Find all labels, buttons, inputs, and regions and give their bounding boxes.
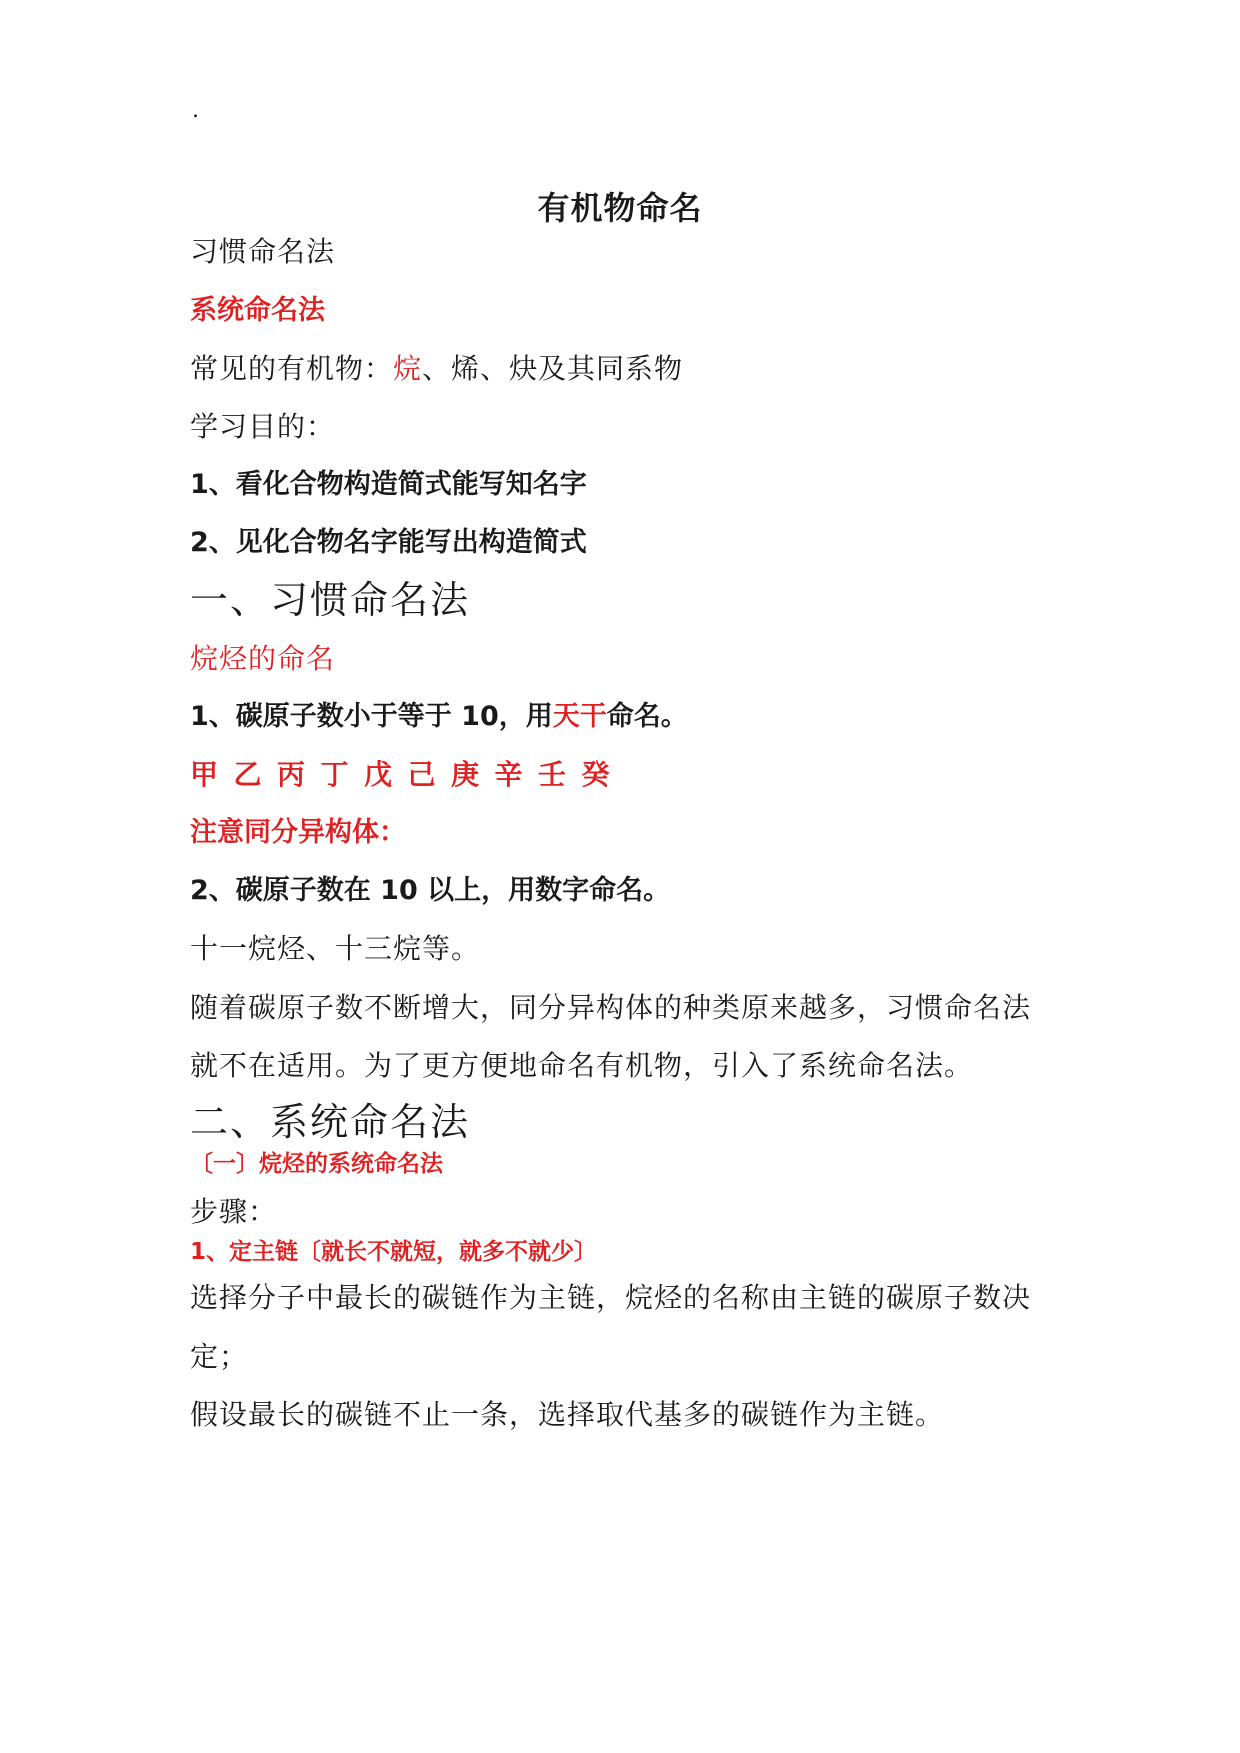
common-organics-line <box>190 349 683 389</box>
section1-rule2: 2、碳原子数在 10 以上，用数字命名。 <box>190 875 671 906</box>
common-organics-rest: 、烯、炔及其同系物 <box>422 352 684 385</box>
section2-subheading: 〔一〕烷烃的系统命名法 <box>190 1151 443 1177</box>
stem-item: 己 <box>407 758 436 791</box>
stem-item: 辛 <box>494 758 523 791</box>
common-organics-prefix: 常见的有机物： <box>190 352 394 385</box>
isomer-note: 注意同分异构体： <box>190 817 406 848</box>
stem-item: 丙 <box>277 758 306 791</box>
stem-item: 丁 <box>320 758 349 791</box>
stem-item: 戊 <box>364 758 393 791</box>
step1-line1: 选择分子中最长的碳链作为主链，烷烃的名称由主链的碳原子数决 <box>190 1281 1032 1314</box>
learning-goal-2: 2、见化合物名字能写出构造简式 <box>190 527 587 558</box>
section1-paragraph-line1: 随着碳原子数不断增大，同分异构体的种类原来越多，习惯命名法 <box>190 991 1032 1024</box>
rule1-prefix: 1、碳原子数小于等于 10，用 <box>190 701 553 732</box>
steps-label: 步骤： <box>190 1195 278 1228</box>
step1-line2: 定； <box>190 1340 249 1373</box>
step1-line3: 假设最长的碳链不止一条，选择取代基多的碳链作为主链。 <box>190 1398 945 1431</box>
section1-subheading: 烷烃的命名 <box>190 642 336 675</box>
systematic-naming-label: 系统命名法 <box>190 295 325 326</box>
rule1-highlight: 天干 <box>552 701 607 732</box>
stem-item: 庚 <box>451 758 480 791</box>
section1-heading: 一、习惯命名法 <box>190 578 471 622</box>
learning-goal-label: 学习目的： <box>190 410 336 443</box>
section2-heading: 二、系统命名法 <box>190 1100 471 1144</box>
section1-rule1 <box>190 697 688 737</box>
stem-item: 甲 <box>190 758 219 791</box>
heavenly-stems-list <box>190 755 625 795</box>
header-dot: . <box>192 98 199 123</box>
step1-title: 1、定主链〔就长不就短，就多不就少〕 <box>190 1239 598 1265</box>
conventional-naming-label: 习惯命名法 <box>190 235 336 268</box>
section1-example: 十一烷烃、十三烷等。 <box>190 932 481 965</box>
rule1-suffix: 命名。 <box>606 701 688 732</box>
learning-goal-1: 1、看化合物构造简式能写知名字 <box>190 469 587 500</box>
stem-item: 乙 <box>233 758 262 791</box>
section1-paragraph-line2: 就不在适用。为了更方便地命名有机物，引入了系统命名法。 <box>190 1049 974 1082</box>
page-title: 有机物命名 <box>537 189 703 227</box>
stem-item: 壬 <box>538 758 567 791</box>
stem-item: 癸 <box>581 758 610 791</box>
alkane-highlight: 烷 <box>393 352 423 385</box>
